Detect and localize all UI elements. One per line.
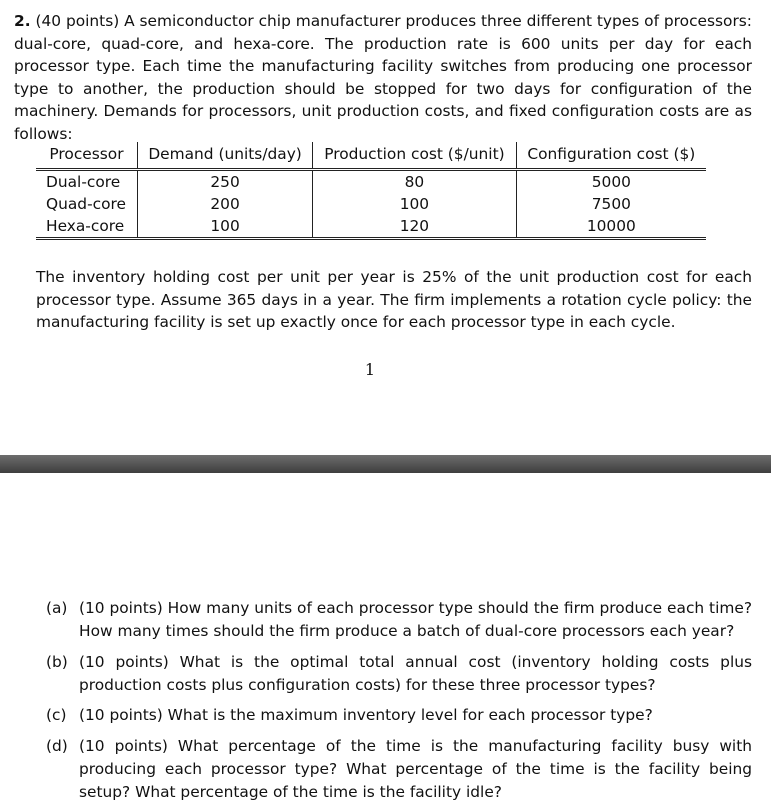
cell-processor: Hexa-core [46, 217, 125, 235]
cell-demand: 100 [137, 215, 312, 239]
cell-processor: Dual-core [46, 173, 121, 191]
cell-processor: Quad-core [46, 195, 126, 213]
cell-production-cost: 120 [313, 215, 516, 239]
cell-production-cost: 80 [313, 170, 516, 194]
cell-configuration-cost: 10000 [516, 215, 706, 239]
table-row [36, 170, 706, 194]
header-configuration-cost: Configuration cost ($) [516, 142, 706, 170]
problem-number: 2. [14, 12, 31, 30]
question-label: (a) [46, 599, 68, 617]
question-a [46, 597, 752, 643]
header-production-cost: Production cost ($/unit) [313, 142, 516, 170]
table-row [36, 193, 706, 215]
table-row [36, 215, 706, 239]
page-break-divider [0, 455, 771, 473]
question-label: (b) [46, 653, 68, 671]
table-header-row [36, 142, 706, 170]
question-c [46, 704, 752, 727]
holding-cost-paragraph: The inventory holding cost per unit per year is 25% of the unit production cost for each processor type. Assume 365 days in a year. The firm implements a rotation cycle policy: the manufacturing facility is set up exactly once for each processor type in each cycle. [36, 268, 752, 332]
question-label: (d) [46, 737, 68, 755]
question-b [46, 651, 752, 697]
cell-configuration-cost: 7500 [516, 193, 706, 215]
question-d [46, 735, 752, 803]
cell-production-cost: 100 [313, 193, 516, 215]
cell-configuration-cost: 5000 [516, 170, 706, 194]
problem-statement [14, 10, 752, 146]
header-demand: Demand (units/day) [137, 142, 312, 170]
question-text: (10 points) What is the optimal total annual cost (inventory holding costs plus production costs plus configuration costs) for these three processor types? [79, 653, 752, 694]
question-text: (10 points) What is the maximum inventory level for each processor type? [79, 706, 653, 724]
cell-demand: 250 [137, 170, 312, 194]
problem-intro-text: (40 points) A semiconductor chip manufacturer produces three different types of processors: dual-core, quad-core, and hexa-core. The production rate is 600 units per day for each processor type. Each time the manufacturing facility switches from producing one processor type to another, the production should be stopped for two days for configuration of the machinery. Demands for processors, unit production costs, and fixed configuration costs are as follows: [14, 12, 752, 143]
page-number: 1 [364, 360, 376, 379]
question-text: (10 points) How many units of each processor type should the firm produce each time? How many times should the firm produce a batch of dual-core processors each year? [79, 599, 752, 640]
question-label: (c) [46, 706, 67, 724]
page-two [0, 473, 771, 810]
header-processor: Processor [49, 145, 124, 163]
question-text: (10 points) What percentage of the time is the manufacturing facility busy with producing each processor type? What percentage of the time is the facility being setup? What percentage of the time is the facility idle? [79, 737, 752, 801]
processor-data-table [36, 142, 706, 240]
cell-demand: 200 [137, 193, 312, 215]
